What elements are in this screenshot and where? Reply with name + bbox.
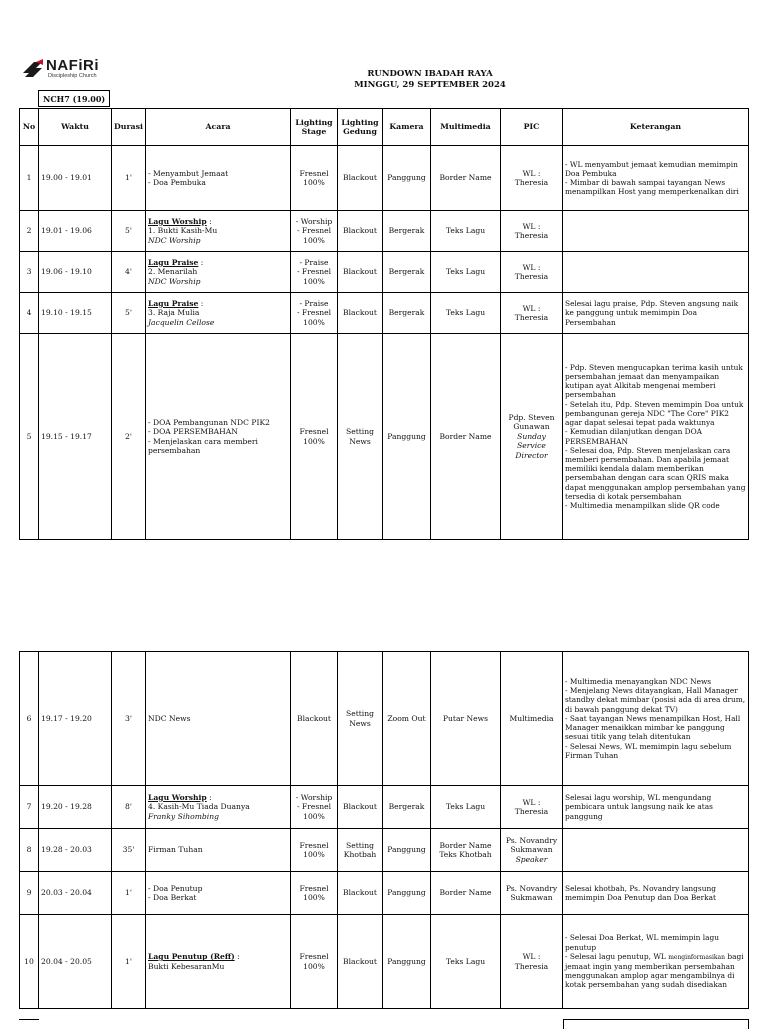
row-camera: Bergerak	[383, 293, 431, 334]
row-duration: 4'	[112, 252, 146, 293]
table-row	[20, 915, 749, 1009]
row-multimedia: Border Name	[431, 146, 501, 211]
lighting-stage-line: - Fresnel	[296, 267, 332, 277]
col-lighting-gedung: Lighting Gedung	[338, 109, 383, 146]
note-line: - WL menyambut jemaat kemudian memimpin Doa Pembuka	[565, 159, 738, 178]
row-duration: 5'	[112, 293, 146, 334]
church-logo	[22, 58, 112, 82]
row-lighting-stage	[291, 829, 338, 872]
event-heading-text: Lagu Penutup (Reff)	[148, 952, 235, 962]
row-camera: Panggung	[383, 915, 431, 1009]
table-row	[20, 872, 749, 915]
note-part: bagi jemaat ingin yang memberikan persembahan menggunakan amplop agar mengambilnya di kotak persembahan yang sudah disediakan	[565, 951, 744, 990]
lighting-stage-line: 100%	[303, 178, 325, 187]
row-multimedia: Teks Lagu	[431, 252, 501, 293]
row-camera: Bergerak	[383, 786, 431, 829]
pic-line: Ps. Novandry	[505, 883, 558, 893]
logo-name: NAFiRi	[46, 57, 99, 74]
row-lighting-stage	[291, 915, 338, 1009]
note-line: - Setelah itu, Pdp. Steven memimpin Doa untuk pembangunan gereja NDC "The Core" PIK2 agar dapat selesai tepat pada waktunya	[565, 399, 744, 428]
event-heading: Lagu Worship :	[148, 792, 212, 802]
event-line: - Menyambut Jemaat	[148, 168, 229, 178]
note-line: - Menjelang News ditayangkan, Hall Manager standby dekat mimbar (posisi ada di area drum, di bawah panggung dekat TV)	[565, 686, 746, 714]
col-pic: PIC	[501, 109, 563, 146]
lighting-stage-line: 100%	[303, 235, 325, 245]
lighting-stage-line: 100%	[303, 811, 325, 821]
row-event	[146, 252, 291, 293]
event-artist: Franky Sihombing	[148, 811, 219, 821]
row-number: 6	[20, 652, 39, 786]
pic-line: WL :	[522, 168, 541, 178]
row-lighting-stage	[291, 652, 338, 786]
note-line: Selesai lagu worship, WL mengundang pembicara untuk langsung naik ke atas panggung	[565, 793, 713, 821]
event-heading-text: Lagu Worship	[148, 216, 207, 226]
lighting-stage-line: 100%	[303, 317, 325, 327]
pic-line: WL :	[522, 262, 541, 272]
lighting-stage-line: - Fresnel	[296, 802, 332, 812]
note-line: - Selesai News, WL memimpin lagu sebelum Firman Tuhan	[565, 741, 732, 760]
note-line: - Selesai Doa Berkat, WL memimpin lagu penutup	[565, 933, 720, 952]
row-multimedia: Putar News	[431, 652, 501, 786]
next-section-box	[563, 1019, 749, 1029]
row-lighting-gedung: Blackout	[338, 786, 383, 829]
pic-line: WL :	[522, 303, 541, 313]
pic-line: Sukmawan	[510, 893, 553, 902]
row-pic	[501, 652, 563, 786]
row-duration: 2'	[112, 334, 146, 540]
pic-line: Ps. Novandry	[505, 835, 558, 845]
table-row	[20, 786, 749, 829]
lighting-stage-line: - Praise	[299, 298, 329, 308]
rundown-table-part-1	[19, 108, 749, 540]
row-camera: Panggung	[383, 146, 431, 211]
lighting-stage-line: - Fresnel	[296, 226, 332, 236]
row-notes	[563, 293, 749, 334]
lighting-stage-line: Fresnel	[299, 840, 329, 850]
event-line: - DOA PERSEMBAHAN	[148, 427, 238, 437]
col-waktu: Waktu	[39, 109, 112, 146]
row-notes	[563, 211, 749, 252]
row-multimedia: Teks Lagu	[431, 915, 501, 1009]
pic-line: Theresia	[514, 231, 549, 240]
row-time: 19.10 - 19.15	[39, 293, 112, 334]
pic-line: WL :	[522, 221, 541, 231]
note-line: Selesai khotbah, Ps. Novandry langsung memimpin Doa Penutup dan Doa Berkat	[565, 883, 717, 902]
note-line: - Saat tayangan News menampilkan Host, Hall Manager menaikkan mimbar ke panggung sesuai titik yang telah ditentukan	[565, 713, 741, 742]
row-event	[146, 146, 291, 211]
event-line: 2. Menarilah	[148, 267, 198, 277]
pic-line: Multimedia	[509, 713, 554, 723]
lighting-stage-line: 100%	[303, 850, 325, 859]
pic-line: Pdp. Steven	[508, 412, 555, 422]
page-edge-line	[19, 1019, 39, 1020]
table-row	[20, 211, 749, 252]
row-duration: 1'	[112, 872, 146, 915]
row-multimedia: Teks Lagu	[431, 293, 501, 334]
row-duration: 5'	[112, 211, 146, 252]
row-lighting-gedung: Blackout	[338, 252, 383, 293]
row-time: 19.06 - 19.10	[39, 252, 112, 293]
lighting-stage-line: 100%	[303, 436, 325, 446]
note-part-small: menginformasikan	[668, 953, 725, 961]
row-notes	[563, 146, 749, 211]
row-camera: Panggung	[383, 872, 431, 915]
note-line: - Multimedia menayangkan NDC News	[565, 677, 712, 687]
event-heading: Lagu Worship :	[148, 216, 212, 226]
row-event	[146, 786, 291, 829]
lighting-stage-line: Blackout	[297, 713, 331, 723]
document-date: MINGGU, 29 SEPTEMBER 2024	[354, 80, 506, 90]
row-multimedia: Border Name Teks Khotbah	[431, 829, 501, 872]
event-heading: Lagu Praise :	[148, 257, 204, 267]
row-notes	[563, 829, 749, 872]
note-line: - Multimedia menampilkan slide QR code	[565, 500, 720, 510]
lighting-stage-line: - Worship	[295, 216, 333, 226]
row-lighting-gedung: Setting News	[338, 334, 383, 540]
col-kamera: Kamera	[383, 109, 431, 146]
row-event	[146, 915, 291, 1009]
row-notes	[563, 915, 749, 1009]
note-line: Selesai lagu praise, Pdp. Steven angsung naik ke panggung untuk memimpin Doa Persembahan	[565, 299, 739, 327]
row-notes	[563, 786, 749, 829]
row-duration: 35'	[112, 829, 146, 872]
event-line: 1. Bukti Kasih-Mu	[148, 226, 218, 236]
row-event	[146, 652, 291, 786]
row-event	[146, 211, 291, 252]
row-notes	[563, 334, 749, 540]
row-pic	[501, 872, 563, 915]
row-lighting-gedung: Setting Khotbah	[338, 829, 383, 872]
event-line: - Doa Berkat	[148, 893, 197, 902]
row-lighting-stage	[291, 146, 338, 211]
lighting-stage-line: - Fresnel	[296, 308, 332, 318]
pic-line: Sukmawan	[510, 845, 553, 855]
pic-line: WL :	[522, 952, 541, 962]
lighting-stage-line: Fresnel	[299, 883, 329, 893]
row-camera: Zoom Out	[383, 652, 431, 786]
row-pic	[501, 829, 563, 872]
pic-role: Speaker	[515, 854, 548, 864]
row-event	[146, 829, 291, 872]
row-notes	[563, 652, 749, 786]
document-title: RUNDOWN IBADAH RAYA	[367, 69, 493, 79]
row-time: 20.04 - 20.05	[39, 915, 112, 1009]
row-notes	[563, 252, 749, 293]
event-heading-text: Lagu Worship	[148, 792, 207, 802]
table-header-row	[20, 109, 749, 146]
row-event	[146, 334, 291, 540]
row-time: 19.20 - 19.28	[39, 786, 112, 829]
lighting-stage-line: Fresnel	[299, 952, 329, 962]
note-part: - Selesai lagu penutup, WL	[565, 951, 666, 961]
row-event	[146, 872, 291, 915]
note-line: - Kemudian dilanjutkan dengan DOA PERSEMBAHAN	[565, 427, 702, 446]
row-lighting-gedung: Setting News	[338, 652, 383, 786]
pic-line: Theresia	[514, 807, 549, 816]
lighting-stage-line: Fresnel	[299, 168, 329, 178]
lighting-stage-line: - Praise	[299, 257, 329, 267]
row-number: 5	[20, 334, 39, 540]
col-acara: Acara	[146, 109, 291, 146]
event-heading: Lagu Penutup (Reff) :	[148, 952, 240, 962]
row-camera: Bergerak	[383, 211, 431, 252]
row-multimedia: Teks Lagu	[431, 786, 501, 829]
row-lighting-gedung: Blackout	[338, 211, 383, 252]
lighting-stage-line: 100%	[303, 961, 325, 971]
event-line: - Doa Pembuka	[148, 178, 206, 187]
pic-line: Theresia	[514, 961, 549, 971]
row-number: 8	[20, 829, 39, 872]
row-duration: 1'	[112, 915, 146, 1009]
row-number: 9	[20, 872, 39, 915]
row-number: 4	[20, 293, 39, 334]
event-heading-text: Lagu Praise	[148, 257, 199, 267]
row-camera: Panggung	[383, 334, 431, 540]
col-no: No	[20, 109, 39, 146]
row-multimedia: Teks Lagu	[431, 211, 501, 252]
row-time: 19.17 - 19.20	[39, 652, 112, 786]
event-heading-text: Lagu Praise	[148, 298, 199, 308]
pic-line: Gunawan	[513, 422, 550, 432]
event-artist: NDC Worship	[148, 276, 201, 286]
note-line: - Pdp. Steven mengucapkan terima kasih untuk persembahan jemaat dan menyampaikan kutipan ayat Alkitab mengenai memberi persembahan	[565, 362, 743, 400]
lighting-stage-line: 100%	[303, 893, 325, 902]
event-line: Bukti KebesaranMu	[148, 961, 225, 971]
row-lighting-stage	[291, 211, 338, 252]
row-lighting-gedung: Blackout	[338, 293, 383, 334]
row-lighting-stage	[291, 293, 338, 334]
table-row	[20, 334, 749, 540]
lighting-stage-line: 100%	[303, 276, 325, 286]
row-duration: 1'	[112, 146, 146, 211]
pic-line: Theresia	[514, 178, 549, 187]
row-pic	[501, 334, 563, 540]
row-number: 10	[20, 915, 39, 1009]
row-pic	[501, 915, 563, 1009]
row-pic	[501, 293, 563, 334]
event-artist: Jacquelin Cellose	[148, 317, 215, 327]
row-number: 3	[20, 252, 39, 293]
event-line: - DOA Pembangunan NDC PIK2	[148, 417, 270, 427]
lighting-stage-line: Fresnel	[299, 427, 329, 437]
table-row	[20, 293, 749, 334]
event-line: 4. Kasih-Mu Tiada Duanya	[148, 802, 250, 812]
row-number: 7	[20, 786, 39, 829]
row-pic	[501, 786, 563, 829]
row-lighting-gedung: Blackout	[338, 915, 383, 1009]
row-lighting-gedung: Blackout	[338, 146, 383, 211]
table-row	[20, 252, 749, 293]
col-multimedia: Multimedia	[431, 109, 501, 146]
table-row	[20, 146, 749, 211]
row-camera: Panggung	[383, 829, 431, 872]
row-lighting-stage	[291, 786, 338, 829]
row-pic	[501, 146, 563, 211]
note-line: - Selesai doa, Pdp. Steven menjelaskan cara memberi persembahan. Dan apabila jemaat memiliki kendala dalam memberikan persembahan dengan cara scan QRIS maka dapat menggunakan amplop persembahan yang tersedia di kotak persembahan	[565, 445, 746, 501]
col-durasi: Durasi	[112, 109, 146, 146]
pic-line: Theresia	[514, 272, 549, 281]
event-line: - Doa Penutup	[148, 883, 203, 893]
row-time: 20.03 - 20.04	[39, 872, 112, 915]
row-duration: 3'	[112, 652, 146, 786]
row-pic	[501, 211, 563, 252]
row-duration: 8'	[112, 786, 146, 829]
row-lighting-stage	[291, 872, 338, 915]
col-lighting-stage: Lighting Stage	[291, 109, 338, 146]
event-line: 3. Raja Mulia	[148, 308, 200, 318]
row-camera: Bergerak	[383, 252, 431, 293]
pic-line: WL :	[522, 797, 541, 807]
row-multimedia: Border Name	[431, 334, 501, 540]
pic-line: Theresia	[514, 313, 549, 322]
trumpet-logo-icon	[22, 59, 44, 79]
event-heading: Lagu Praise :	[148, 298, 204, 308]
row-notes	[563, 872, 749, 915]
note-line: - Mimbar di bawah sampai tayangan News menampilkan Host yang memperkenalkan diri	[565, 178, 739, 197]
pic-role: Sunday Service Director	[515, 431, 548, 460]
event-line: NDC News	[148, 713, 191, 723]
note-line	[565, 952, 746, 990]
lighting-stage-line: - Worship	[295, 792, 333, 802]
logo-subtitle: Discipleship Church	[48, 73, 97, 79]
row-time: 19.28 - 20.03	[39, 829, 112, 872]
row-number: 1	[20, 146, 39, 211]
row-pic	[501, 252, 563, 293]
service-label: NCH7 (19.00)	[38, 90, 110, 107]
col-keterangan: Keterangan	[563, 109, 749, 146]
row-time: 19.01 - 19.06	[39, 211, 112, 252]
row-lighting-stage	[291, 252, 338, 293]
rundown-table-part-2	[19, 651, 749, 1009]
row-lighting-stage	[291, 334, 338, 540]
table-row	[20, 829, 749, 872]
event-artist: NDC Worship	[148, 235, 201, 245]
row-multimedia: Border Name	[431, 872, 501, 915]
row-event	[146, 293, 291, 334]
row-time: 19.00 - 19.01	[39, 146, 112, 211]
row-time: 19.15 - 19.17	[39, 334, 112, 540]
event-line: Firman Tuhan	[148, 845, 203, 855]
row-lighting-gedung: Blackout	[338, 872, 383, 915]
event-line: - Menjelaskan cara memberi persembahan	[148, 436, 258, 455]
table-row	[20, 652, 749, 786]
row-number: 2	[20, 211, 39, 252]
